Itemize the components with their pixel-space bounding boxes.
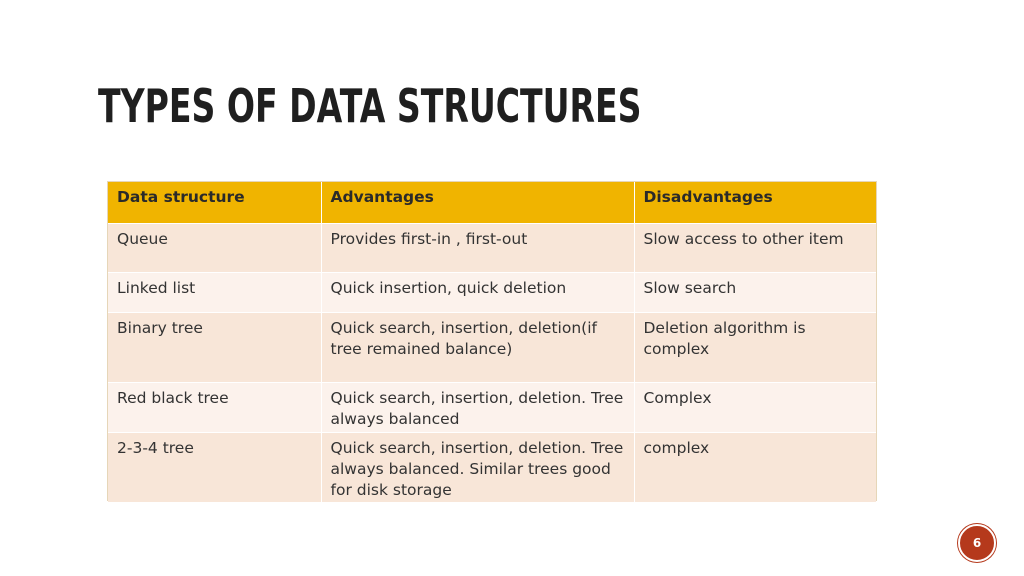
- cell-advantages: Provides first-in , first-out: [321, 223, 634, 272]
- table-row: [108, 432, 876, 502]
- header-data-structure: Data structure: [108, 182, 321, 223]
- cell-advantages: Quick search, insertion, deletion. Tree always balanced. Similar trees good for disk storage: [321, 432, 634, 502]
- cell-advantages: Quick insertion, quick deletion: [321, 272, 634, 312]
- header-advantages: Advantages: [321, 182, 634, 223]
- slide-title: TYPES OF DATA STRUCTURES: [98, 79, 642, 133]
- cell-data-structure: Binary tree: [108, 312, 321, 382]
- cell-disadvantages: Slow access to other item: [634, 223, 876, 272]
- cell-disadvantages: Complex: [634, 382, 876, 432]
- table-row: [108, 272, 876, 312]
- table-header-row: [108, 182, 876, 223]
- table-row: [108, 382, 876, 432]
- cell-disadvantages: Slow search: [634, 272, 876, 312]
- comparison-table: [108, 182, 876, 503]
- cell-data-structure: 2-3-4 tree: [108, 432, 321, 502]
- page-number-badge: [958, 524, 996, 562]
- cell-disadvantages: Deletion algorithm is complex: [634, 312, 876, 382]
- header-disadvantages: Disadvantages: [634, 182, 876, 223]
- cell-data-structure: Linked list: [108, 272, 321, 312]
- table-row: [108, 312, 876, 382]
- table-row: [108, 223, 876, 272]
- data-structures-table: [107, 181, 877, 501]
- page-number: 6: [972, 536, 982, 550]
- cell-advantages: Quick search, insertion, deletion. Tree always balanced: [321, 382, 634, 432]
- cell-data-structure: Queue: [108, 223, 321, 272]
- cell-disadvantages: complex: [634, 432, 876, 502]
- cell-advantages: Quick search, insertion, deletion(if tree remained balance): [321, 312, 634, 382]
- cell-data-structure: Red black tree: [108, 382, 321, 432]
